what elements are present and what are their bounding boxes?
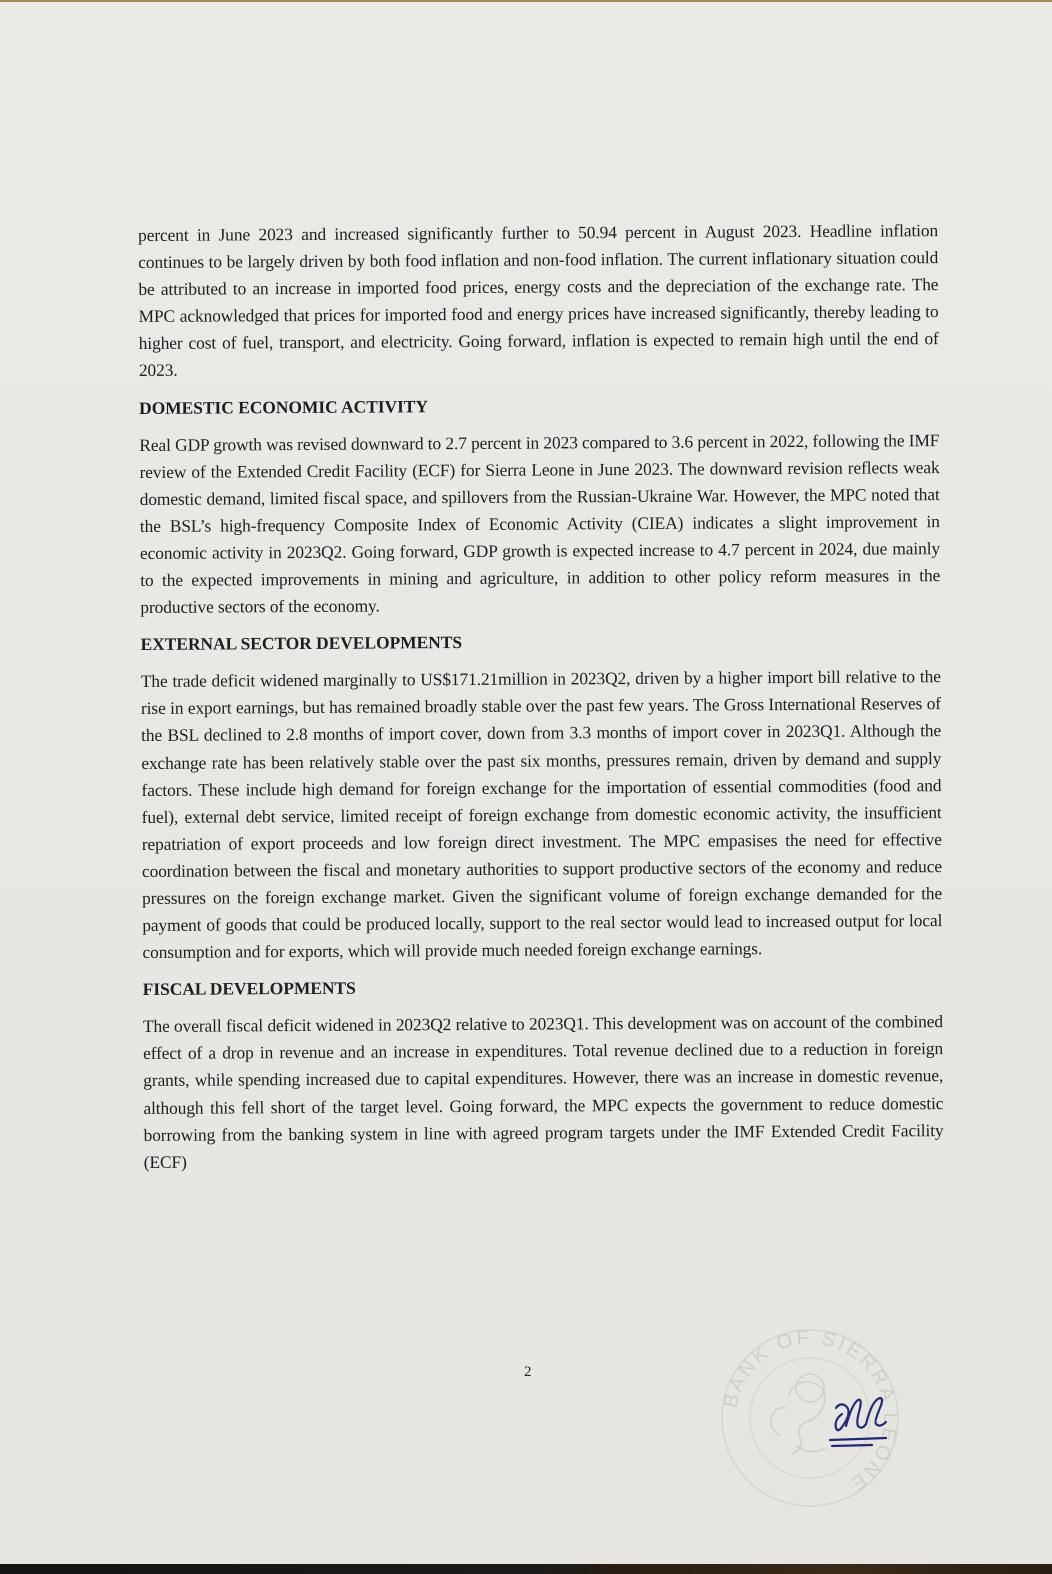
- paragraph-domestic-economic-activity: Real GDP growth was revised downward to 2.7 percent in 2023 compared to 3.6 percent in 2022, following the IMF review of the Extended Credit Facility (ECF) for Sierra Leone in June 2023. The downward revision reflects weak domestic demand, limited fiscal space, and spillovers from the Russian-Ukraine War. However, the MPC noted that the BSL’s high-frequency Composite Index of Economic Activity (CIEA) indicates a slight improvement in economic activity in 2023Q2. Going forward, GDP growth is expected increase to 4.7 percent in 2024, due mainly to the expected improvements in mining and agriculture, in addition to other policy reform measures in the productive sectors of the economy.: [139, 429, 941, 618]
- seal-text: BANK OF SIERRA LEONE: [719, 1326, 902, 1497]
- paragraph-fiscal-developments: The overall fiscal deficit widened in 2023Q2 relative to 2023Q1. This development was on account of the combined effect of a drop in revenue and an increase in expenditures. Total revenue declined due to a reduction in foreign grants, while spending increased due to capital expenditures. However, there was an increase in domestic revenue, although this fell short of the target level. Going forward, the MPC expects the government to reduce domestic borrowing from the banking system in line with agreed program targets under the IMF Extended Credit Facility (ECF): [142, 1011, 944, 1172]
- paragraph-external-sector: The trade deficit widened marginally to US$171.21million in 2023Q2, driven by a higher import bill relative to the rise in export earnings, but has remained broadly stable over the past few years. The Gross International Reserves of the BSL declined to 2.8 months of import cover, down from 3.3 months of import cover in 2023Q1. Although the exchange rate has been relatively stable over the past six months, pressures remain, driven by demand and supply factors. These include high demand for foreign exchange for the importation of essential commodities (food and fuel), external debt service, limited receipt of foreign exchange from domestic economic activity, the insufficient repatriation of export proceeds and low foreign direct investment. The MPC empasises the need for effective coordination between the fiscal and monetary authorities to support productive sectors of the economy and reduce pressures on the foreign exchange market. Given the significant volume of foreign exchange demanded for the payment of goods that could be produced locally, support to the real sector would lead to increased output for local consumption and for exports, which will provide much needed foreign exchange earnings.: [140, 666, 943, 963]
- signature-icon: [826, 1396, 896, 1460]
- heading-fiscal-developments: FISCAL DEVELOPMENTS: [142, 977, 356, 1000]
- paragraph-inflation: percent in June 2023 and increased significantly further to 50.94 percent in August 2023. Headline inflation continues to be largely driven by both food inflation and non-food inflation. The current inflationary situation could be attributed to an increase in imported food prices, energy costs and the depreciation of the exchange rate. The MPC acknowledged that prices for imported food and energy prices have increased significantly, thereby leading to higher cost of fuel, transport, and electricity. Going forward, inflation is expected to remain high until the end of 2023.: [138, 220, 939, 381]
- heading-external-sector: EXTERNAL SECTOR DEVELOPMENTS: [140, 632, 463, 655]
- heading-domestic-economic-activity: DOMESTIC ECONOMIC ACTIVITY: [139, 395, 429, 418]
- photo-bottom-edge: [0, 1564, 1052, 1574]
- document-body: [138, 217, 944, 1176]
- page-number: 2: [524, 1364, 532, 1380]
